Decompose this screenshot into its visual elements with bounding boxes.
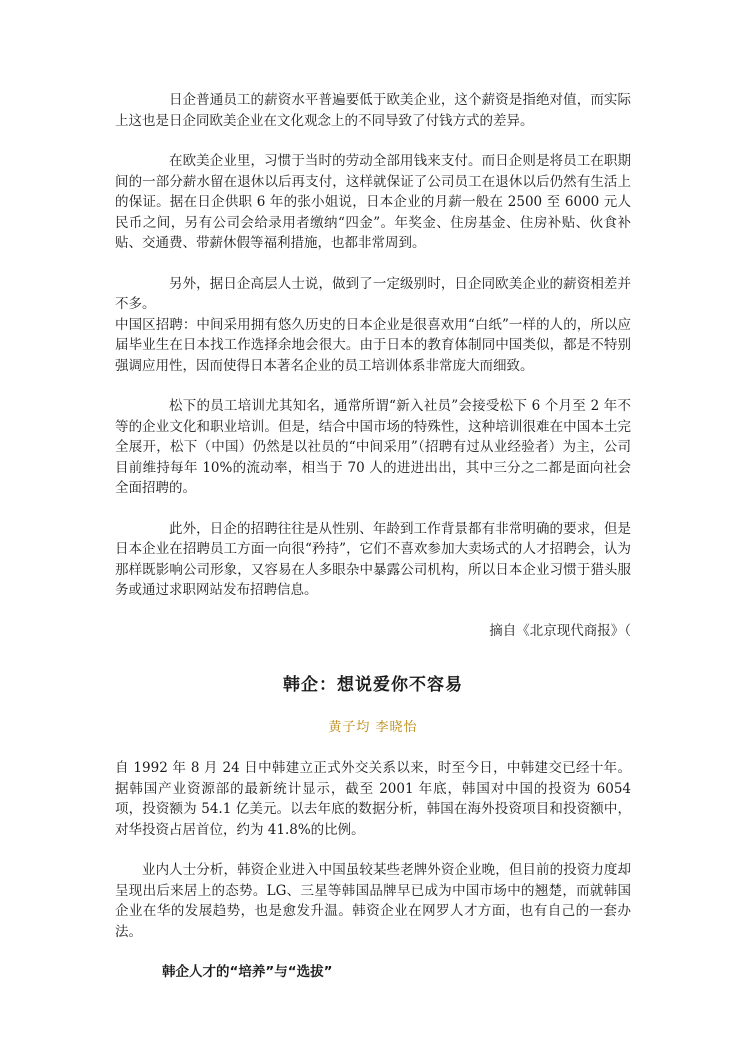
paragraph: 在欧美企业里，习惯于当时的劳动全部用钱来支付。而日企则是将员工在职期间的一部分薪水留在退休以后再支付，这样就保证了公司员工在退休以后仍然有生活上的保证。据在日企供职 6 年的张小姐说，日本企业的月薪一般在 2500 至 6000 元人民币之间，另有公司会给录用者缴纳“四金”。年奖金、住房基金、住房补贴、伙食补贴、交通费、带薪休假等福利措施，也都非常周到。 [115, 153, 631, 251]
paragraph: 自 1992 年 8 月 24 日中韩建立正式外交关系以来，时至今日，中韩建交已经十年。据韩国产业资源部的最新统计显示，截至 2001 年底，韩国对中国的投资为 6054 项，投资额为 54.1 亿美元。以去年底的数据分析，韩国在海外投资项目和投资额中，对华投资占居首位，约为 41.8%的比例。 [115, 760, 631, 838]
source-citation: 摘自《北京现代商报》（ [489, 622, 631, 639]
paragraph: 松下的员工培训尤其知名，通常所谓“新入社员”会接受松下 6 个月至 2 年不等的企业文化和职业培训。但是，结合中国市场的特殊性，这种培训很难在中国本土完全展开，松下（中国）仍然是以社员的“中间采用”（招聘有过从业经验者）为主，公司目前维持每年 10%的流动率，相当于 70 人的进进出出，其中三分之二都是面向社会全面招聘的。 [115, 398, 631, 496]
document-page [115, 90, 631, 983]
paragraph: 此外，日企的招聘往往是从性别、年龄到工作背景都有非常明确的要求，但是日本企业在招聘员工方面一向很“矜持”，它们不喜欢参加大卖场式的人才招聘会，认为那样既影响公司形象，又容易在人多眼杂中暴露公司机构，所以日本企业习惯于猎头服务或通过求职网站发布招聘信息。 [115, 520, 631, 598]
article-title: 韩企：想说爱你不容易 [283, 675, 463, 695]
paragraph: 业内人士分析，韩资企业进入中国虽较某些老牌外资企业晚，但目前的投资力度却呈现出后来居上的态势。LG、三星等韩国品牌早已成为中国市场中的翘楚，而就韩国企业在华的发展趋势，也是愈发升温。韩资企业在网罗人才方面，也有自己的一套办法。 [115, 862, 631, 940]
paragraph: 另外，据日企高层人士说，做到了一定级别时，日企同欧美企业的薪资相差并不多。 [115, 275, 631, 312]
section-subheading: 韩企人才的“培养”与“选拔” [162, 964, 333, 980]
paragraph: 中国区招聘：中间采用拥有悠久历史的日本企业是很喜欢用“白纸”一样的人的，所以应届毕业生在日本找工作选择余地会很大。由于日本的教育体制同中国类似，都是不特别强调应用性，因而使得日本著名企业的员工培训体系非常庞大而细致。 [115, 316, 631, 374]
paragraph: 日企普通员工的薪资水平普遍要低于欧美企业，这个薪资是指绝对值，而实际上这也是日企同欧美企业在文化观念上的不同导致了付钱方式的差异。 [115, 92, 631, 129]
article-authors: 黄子均 李晓怡 [328, 719, 418, 735]
